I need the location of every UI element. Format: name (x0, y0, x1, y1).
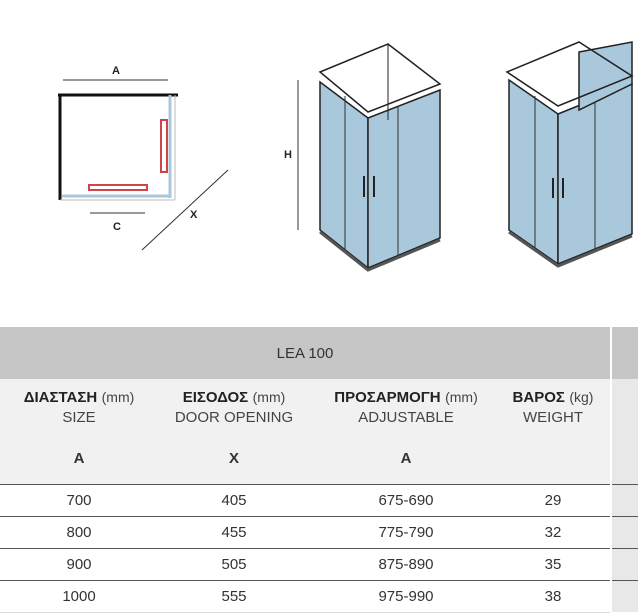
dimension-x-label: X (190, 209, 198, 221)
dimension-x-line (142, 170, 228, 250)
cell-adjustable: 875-890 (378, 556, 434, 573)
dimension-a-label: A (112, 65, 120, 77)
divider (612, 548, 638, 549)
column-header-size (4, 387, 154, 428)
cell-weight: 32 (544, 524, 562, 541)
column-header-door-opening (159, 387, 309, 428)
column-header-english: ADJUSTABLE (358, 409, 454, 426)
column-letter-size: A (73, 450, 85, 467)
cell-size: 1000 (62, 588, 96, 605)
table-body (0, 484, 610, 613)
table-row (0, 580, 610, 613)
column-header-greek: ΒΑΡΟΣ (512, 389, 565, 406)
column-header-unit: (mm) (252, 389, 286, 405)
column-letter-adjustable: A (400, 450, 412, 467)
column-header-unit: (mm) (101, 389, 135, 405)
divider (612, 484, 638, 485)
column-header-english: WEIGHT (523, 409, 583, 426)
table-row (0, 548, 610, 580)
cell-adjustable: 675-690 (378, 492, 434, 509)
adjacent-table-edge (612, 327, 638, 612)
cell-size: 800 (66, 524, 92, 541)
column-header-greek: ΕΙΣΟΔΟΣ (182, 389, 249, 406)
column-header-weight (478, 387, 628, 428)
cell-door-opening: 405 (221, 492, 247, 509)
cell-door-opening: 555 (221, 588, 247, 605)
cell-adjustable: 775-790 (378, 524, 434, 541)
cell-weight: 38 (544, 588, 562, 605)
red-handle-vertical (161, 120, 167, 172)
red-handle-horizontal (89, 185, 147, 190)
table-row (0, 484, 610, 516)
cell-adjustable: 975-990 (378, 588, 434, 605)
column-header-english: DOOR OPENING (174, 409, 294, 426)
column-header-english: SIZE (62, 409, 96, 426)
table-row (0, 516, 610, 548)
column-letter-door-opening: X (228, 450, 239, 467)
enclosure-perspective-2 (507, 42, 632, 266)
cell-weight: 29 (544, 492, 562, 509)
cell-size: 700 (66, 492, 92, 509)
table-title: LEA 100 (0, 327, 610, 379)
column-header-adjustable (331, 387, 481, 428)
column-header-greek: ΔΙΑΣΤΑΣΗ (23, 389, 98, 406)
cell-weight: 35 (544, 556, 562, 573)
cell-door-opening: 455 (221, 524, 247, 541)
adjacent-table-header (612, 327, 638, 379)
enclosure-perspective-1 (320, 44, 440, 270)
specs-table (0, 327, 610, 612)
cell-door-opening: 505 (221, 556, 247, 573)
dimension-c-label: C (113, 221, 121, 233)
divider (612, 516, 638, 517)
column-header-greek: ΠΡΟΣΑΡΜΟΓΗ (334, 389, 441, 406)
column-header-unit: (kg) (569, 389, 594, 405)
column-header-unit: (mm) (445, 389, 478, 405)
cell-size: 900 (66, 556, 92, 573)
plan-view (58, 65, 228, 250)
dimension-h-label: H (284, 149, 292, 161)
divider (612, 580, 638, 581)
